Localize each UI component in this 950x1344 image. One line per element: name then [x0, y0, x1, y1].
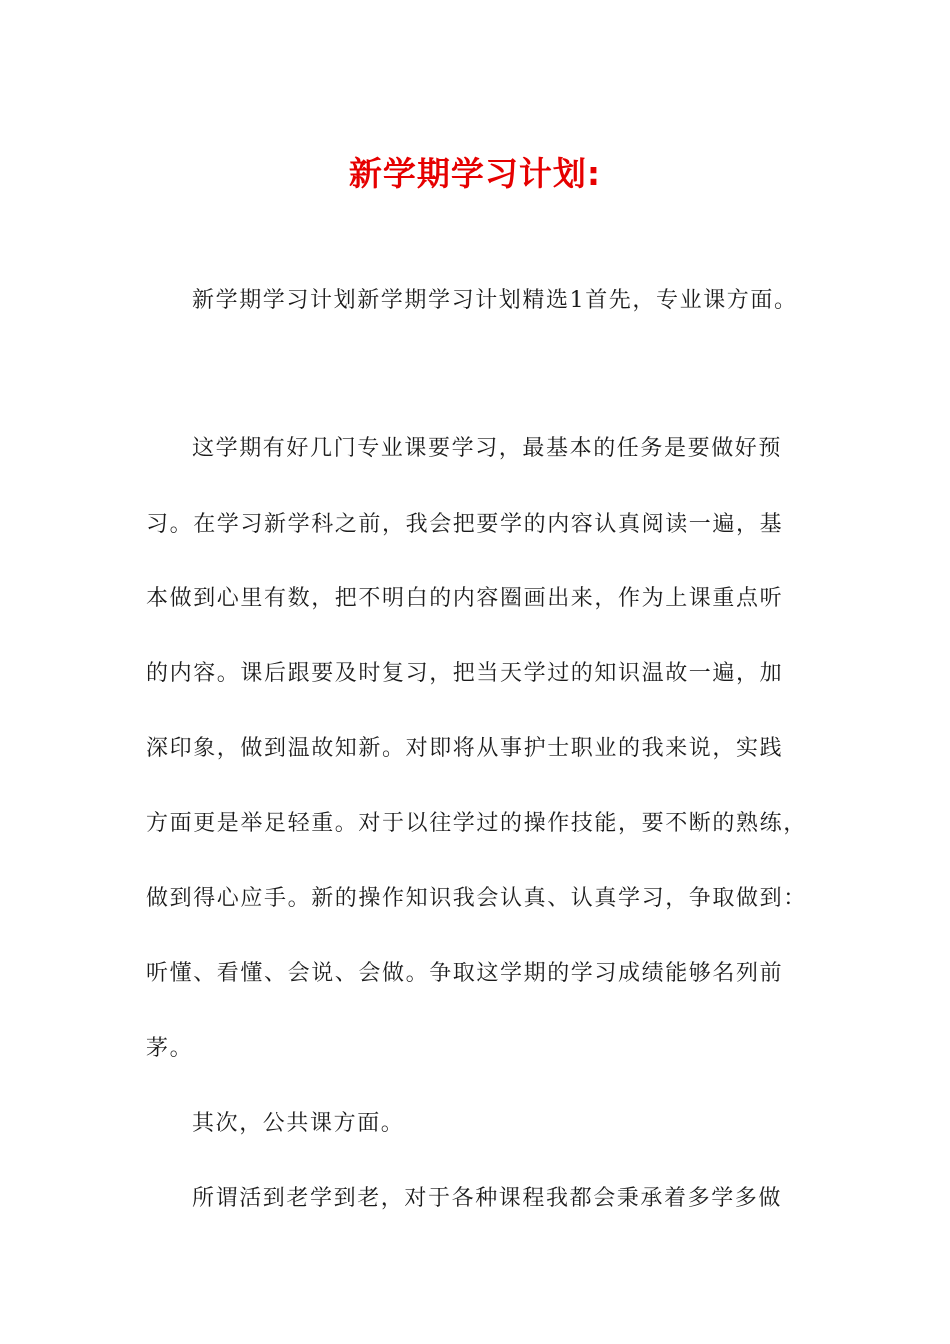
paragraph-line: 深印象，做到温故知新。对即将从事护士职业的我来说，实践	[146, 736, 784, 761]
paragraph-line: 其次，公共课方面。	[192, 1111, 405, 1136]
paragraph-line: 所谓活到老学到老，对于各种课程我都会秉承着多学多做	[192, 1186, 783, 1211]
paragraph-line: 做到得心应手。新的操作知识我会认真、认真学习，争取做到：	[146, 886, 807, 911]
paragraph-line: 方面更是举足轻重。对于以往学过的操作技能，要不断的熟练，	[146, 811, 807, 836]
paragraph-line: 新学期学习计划新学期学习计划精选1首先，专业课方面。	[192, 288, 798, 313]
paragraph-line: 听懂、看懂、会说、会做。争取这学期的学习成绩能够名列前	[146, 961, 784, 986]
paragraph-line: 本做到心里有数，把不明白的内容圈画出来，作为上课重点听	[146, 586, 784, 611]
paragraph-line: 这学期有好几门专业课要学习，最基本的任务是要做好预	[192, 436, 783, 461]
paragraph-line: 的内容。课后跟要及时复习，把当天学过的知识温故一遍，加	[146, 661, 784, 686]
document-title: 新学期学习计划:	[348, 154, 602, 193]
paragraph-line: 茅。	[146, 1036, 194, 1061]
paragraph-line: 习。在学习新学科之前，我会把要学的内容认真阅读一遍，基	[146, 512, 784, 537]
